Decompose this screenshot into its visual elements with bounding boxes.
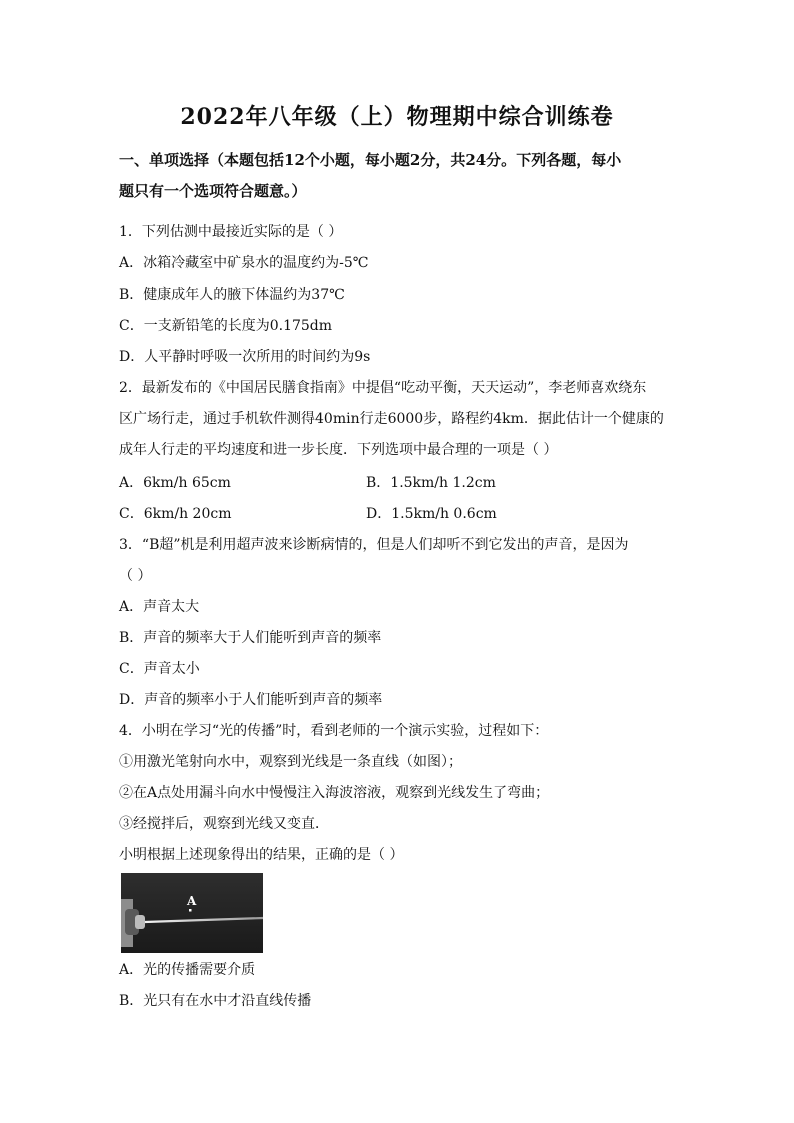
q2-option-a: A．6km/h 65cm	[119, 475, 231, 491]
q4-question: 小明根据上述现象得出的结果，正确的是（ ）	[119, 847, 404, 863]
q2-option-c: C．6km/h 20cm	[119, 506, 232, 522]
q4-option-b: B．光只有在水中才沿直线传播	[119, 993, 312, 1009]
q1-option-c: C．一支新铅笔的长度为0.175dm	[119, 318, 333, 334]
q3-stem-line-2: （ ）	[119, 568, 152, 584]
q3-option-a: A．声音太大	[119, 599, 200, 615]
q4-stem: 4．小明在学习“光的传播”时，看到老师的一个演示实验，过程如下：	[119, 723, 549, 739]
q1-stem: 1．下列估测中最接近实际的是（ ）	[119, 224, 343, 240]
q3-option-c: C．声音太小	[119, 661, 200, 677]
section-header-line-2: 题只有一个选项符合题意。）	[119, 182, 307, 200]
section-header	[119, 145, 689, 207]
page-title: 2022年八年级（上）物理期中综合训练卷	[180, 104, 614, 130]
laser-experiment-illustration	[121, 873, 263, 953]
q1-option-b: B．健康成年人的腋下体温约为37℃	[119, 287, 345, 303]
laser-experiment-figure	[121, 873, 263, 953]
q2-option-d: D．1.5km/h 0.6cm	[366, 506, 497, 522]
q3-option-d: D．声音的频率小于人们能听到声音的频率	[119, 692, 383, 708]
q3-stem-line-1: 3．“B超”机是利用超声波来诊断病情的，但是人们却听不到它发出的声音，是因为	[119, 537, 629, 553]
q2-stem-line-1: 2．最新发布的《中国居民膳食指南》中提倡“吃动平衡，天天运动”，李老师喜欢绕东	[119, 380, 647, 396]
point-a-label: A	[187, 894, 197, 908]
q2-stem-line-3: 成年人行走的平均速度和进一步长度．下列选项中最合理的一项是（ ）	[119, 442, 558, 458]
section-header-line-1: 一、单项选择（本题包括12个小题，每小题2分，共24分。下列各题，每小	[119, 151, 622, 169]
q4-option-a: A．光的传播需要介质	[119, 962, 256, 978]
q4-step-3: ③经搅拌后，观察到光线又变直．	[119, 816, 329, 832]
q3-option-b: B．声音的频率大于人们能听到声音的频率	[119, 630, 382, 646]
q2-stem-line-2: 区广场行走，通过手机软件测得40min行走6000步，路程约4km．据此估计一个健康的	[119, 411, 664, 427]
q4-step-1: ①用激光笔射向水中，观察到光线是一条直线（如图）；	[119, 754, 462, 770]
point-a-marker	[189, 909, 192, 912]
q1-option-a: A．冰箱冷藏室中矿泉水的温度约为-5℃	[119, 255, 369, 271]
q1-option-d: D．人平静时呼吸一次所用的时间约为9s	[119, 349, 371, 365]
q2-option-b: B．1.5km/h 1.2cm	[366, 475, 496, 491]
q4-step-2: ②在A点处用漏斗向水中慢慢注入海波溶液，观察到光线发生了弯曲；	[119, 785, 550, 801]
